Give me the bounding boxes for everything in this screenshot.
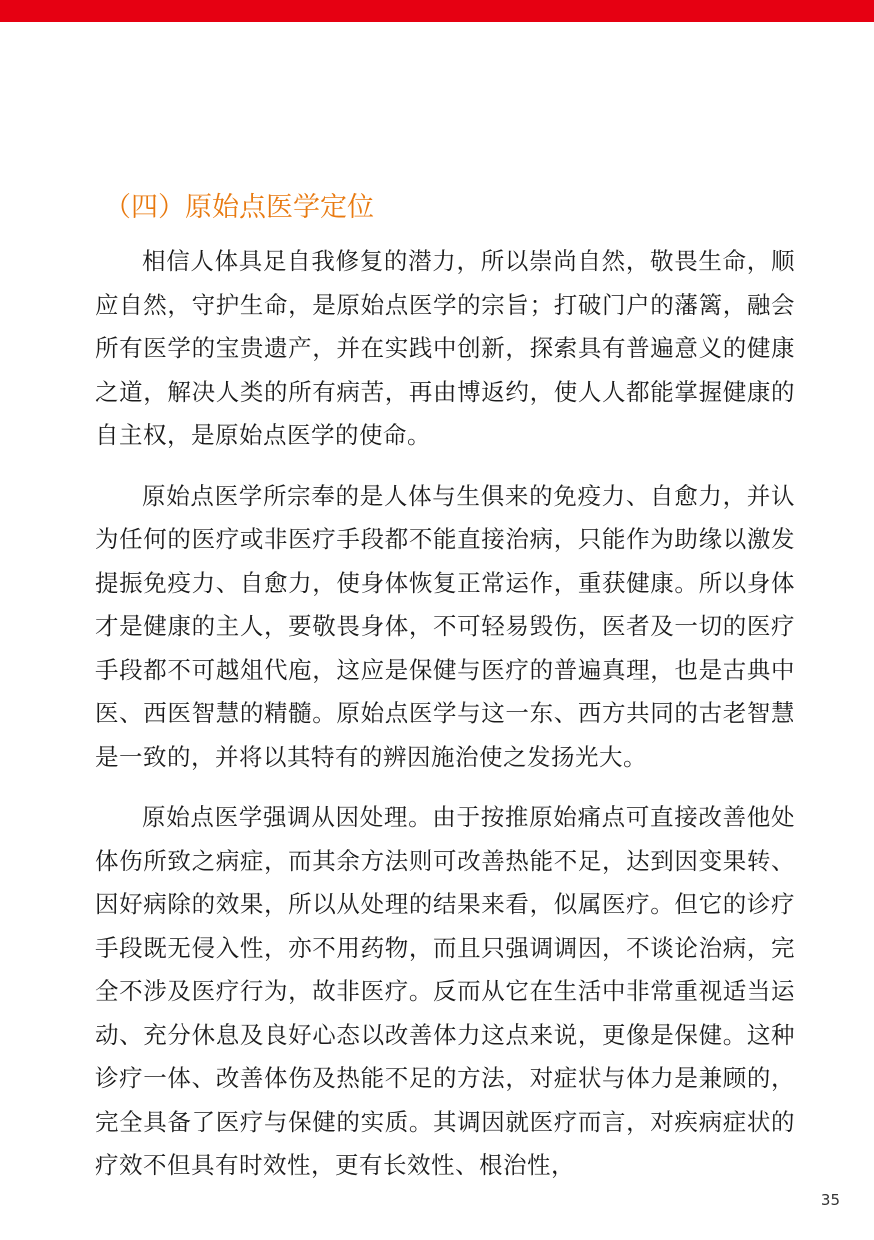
paragraph-immunity: 原始点医学所宗奉的是人体与生俱来的免疫力、自愈力，并认为任何的医疗或非医疗手段都不能直接治病，只能作为助缘以激发提振免疫力、自愈力，使身体恢复正常运作，重获健康。所以身体才是健康的主人，要敬畏身体，不可轻易毁伤，医者及一切的医疗手段都不可越俎代庖，这应是保健与医疗的普遍真理，也是古典中医、西医智慧的精髓。原始点医学与这一东、西方共同的古老智慧是一致的，并将以其特有的辨因施治使之发扬光大。: [95, 481, 795, 771]
page-number: 35: [820, 1191, 840, 1209]
paragraph-purpose: 相信人体具足自我修复的潜力，所以崇尚自然，敬畏生命，顺应自然，守护生命，是原始点医学的宗旨；打破门户的藩篱，融会所有医学的宝贵遗产，并在实践中创新，探索具有普遍意义的健康之道，解决人类的所有病苦，再由博返约，使人人都能掌握健康的自主权，是原始点医学的使命。: [95, 247, 795, 449]
section-heading: （四）原始点医学定位: [104, 192, 374, 223]
paragraph-cause-treatment: 原始点医学强调从因处理。由于按推原始痛点可直接改善他处体伤所致之病症，而其余方法则可改善热能不足，达到因变果转、因好病除的效果，所以从处理的结果来看，似属医疗。但它的诊疗手段既无侵入性，亦不用药物，而且只强调调因，不谈论治病，完全不涉及医疗行为，故非医疗。反而从它在生活中非常重视适当运动、充分休息及良好心态以改善体力这点来说，更像是保健。这种诊疗一体、改善体伤及热能不足的方法，对症状与体力是兼顾的，完全具备了医疗与保健的实质。其调因就医疗而言，对疾病症状的疗效不但具有时效性，更有长效性、根治性，: [95, 803, 795, 1179]
top-color-bar: [0, 0, 874, 22]
body-text: [95, 240, 795, 1205]
